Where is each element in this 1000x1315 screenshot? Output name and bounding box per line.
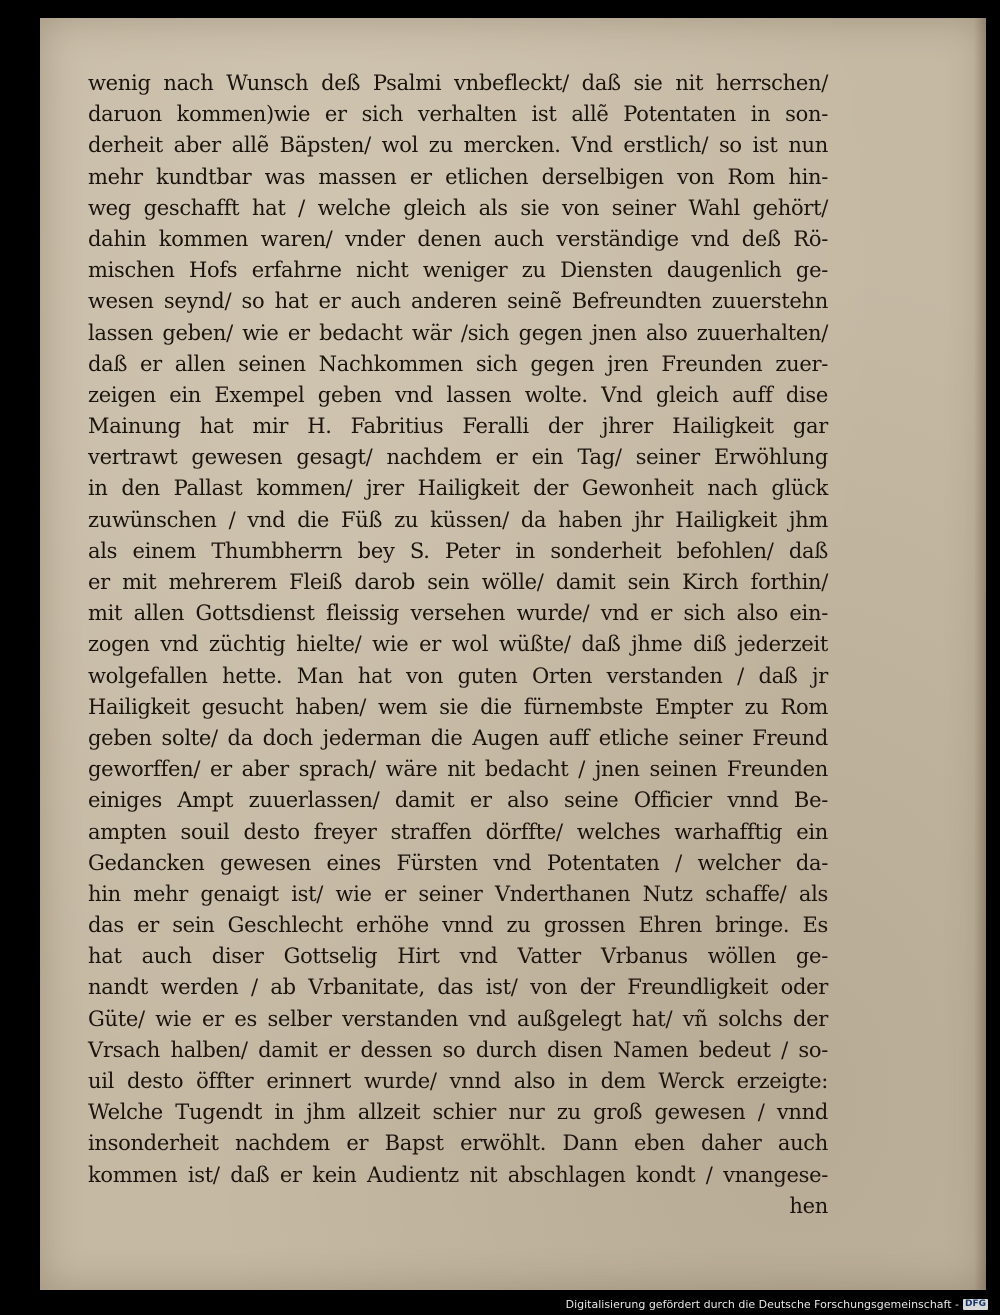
text-line: in den Pallast kommen/ jrer Hailigkeit der Gewonheit nach glück — [88, 476, 828, 501]
text-line: das er sein Geschlecht erhöhe vnnd zu grossen Ehren bringe. Es — [88, 913, 828, 938]
text-line: einiges Ampt zuuerlassen/ damit er also seine Officier vnnd Be- — [88, 788, 828, 813]
text-line: lassen geben/ wie er bedacht wär /sich gegen jnen also zuuerhalten/ — [88, 320, 828, 345]
catchword: hen — [789, 1193, 828, 1218]
text-line: zogen vnd züchtig hielte/ wie er wol wüßte/ daß jhme diß jederzeit — [88, 632, 828, 657]
text-line: daß er allen seinen Nachkommen sich gegen jren Freunden zuer- — [88, 351, 828, 376]
text-line: kommen ist/ daß er kein Audientz nit abschlagen kondt / vnangese- — [88, 1162, 828, 1187]
text-line: mehr kundtbar was massen er etlichen derselbigen von Rom hin- — [88, 164, 828, 189]
text-line: wenig nach Wunsch deß Psalmi vnbefleckt/ daß sie nit herrschen/ — [88, 71, 828, 95]
text-line: mit allen Gottsdienst fleissig versehen wurde/ vnd er sich also ein- — [88, 601, 828, 626]
text-line: hin mehr genaigt ist/ wie er seiner Vnderthanen Nutz schaffe/ als — [88, 881, 828, 906]
text-line: uil desto öffter erinnert wurde/ vnnd also in dem Werck erzeigte: — [88, 1069, 828, 1093]
dfg-logo: DFG — [964, 1299, 986, 1309]
text-line: nandt werden / ab Vrbanitate, das ist/ von der Freundligkeit oder — [88, 975, 828, 1000]
digitization-credit — [566, 1298, 988, 1311]
text-line: derheit aber allẽ Bäpsten/ wol zu mercken. Vnd erstlich/ so ist nun — [88, 133, 828, 158]
text-line: Gedancken gewesen eines Fürsten vnd Potentaten / welcher da- — [88, 850, 828, 875]
text-line: insonderheit nachdem er Bapst erwöhlt. Dann eben daher auch — [88, 1131, 828, 1156]
text-line: vertrawt gewesen gesagt/ nachdem er ein Tag/ seiner Erwöhlung — [88, 445, 828, 470]
text-line: Welche Tugendt in jhm allzeit schier nur zu groß gewesen / vnnd — [88, 1100, 828, 1125]
text-line: er mit mehrerem Fleiß darob sein wölle/ damit sein Kirch forthin/ — [88, 570, 828, 594]
text-line: dahin kommen waren/ vnder denen auch verständige vnd deß Rö- — [88, 226, 828, 251]
book-page — [40, 18, 986, 1290]
text-line: zuwünschen / vnd die Füß zu küssen/ da haben jhr Hailigkeit jhm — [88, 507, 828, 532]
text-line: wolgefallen hette. Man hat von guten Orten verstanden / daß jr — [88, 663, 828, 688]
text-line: ampten souil desto freyer straffen dörffte/ welches warhafftig ein — [88, 819, 828, 844]
text-line: als einem Thumbherrn bey S. Peter in sonderheit befohlen/ daß — [88, 538, 828, 563]
text-line: wesen seynd/ so hat er auch anderen seinẽ Befreundten zuuerstehn — [88, 289, 828, 314]
credit-text: Digitalisierung gefördert durch die Deutsche Forschungsgemeinschaft - — [565, 1298, 959, 1311]
body-text — [88, 68, 828, 1222]
text-line: Güte/ wie er es selber verstanden vnd außgelegt hat/ vñ solchs der — [88, 1006, 828, 1031]
text-line: geworffen/ er aber sprach/ wäre nit bedacht / jnen seinen Freunden — [88, 757, 828, 782]
text-line: Mainung hat mir H. Fabritius Feralli der jhrer Hailigkeit gar — [88, 414, 828, 439]
text-line: geben solte/ da doch jederman die Augen auff etliche seiner Freund — [88, 725, 828, 750]
text-line: weg geschafft hat / welche gleich als sie von seiner Wahl gehört/ — [88, 195, 828, 220]
text-line: Vrsach halben/ damit er dessen so durch disen Namen bedeut / so- — [88, 1037, 828, 1062]
text-line: hat auch diser Gottselig Hirt vnd Vatter Vrbanus wöllen ge- — [88, 944, 828, 969]
text-line: mischen Hofs erfahrne nicht weniger zu Diensten daugenlich ge- — [88, 258, 828, 283]
page-edge-shadow — [974, 18, 986, 1290]
text-line: daruon kommen)wie er sich verhalten ist allẽ Potentaten in son- — [88, 102, 828, 127]
text-line: zeigen ein Exempel geben vnd lassen wolte. Vnd gleich auff dise — [88, 382, 828, 407]
text-line: Hailigkeit gesucht haben/ wem sie die fürnembste Empter zu Rom — [88, 694, 828, 719]
